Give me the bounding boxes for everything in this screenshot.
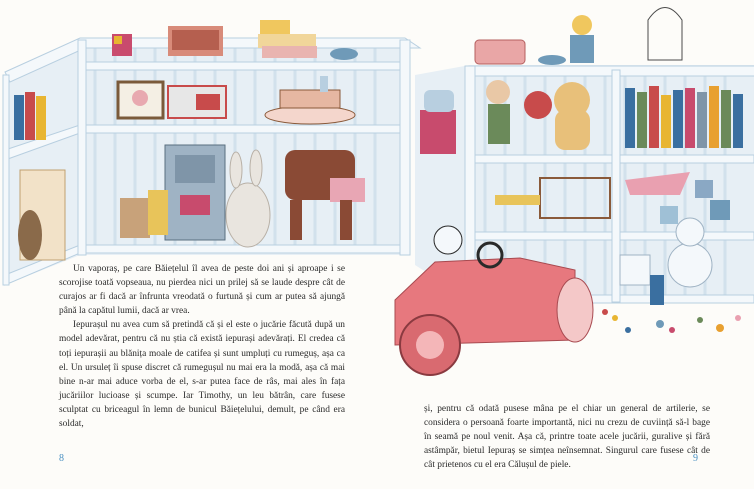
left-page-text (59, 262, 345, 431)
right-paragraph-1: și, pentru că odată pusese mâna pe el chiar un general de artilerie, se considera o persoană foarte importantă, nici nu crezu de cuviință să-l bage în seamă pe noul venit. Așa că, printre toate acele jucării, guralive și fără astâmpăr, bietul Iepuraș se simțea neînsemnat. Singurul care fusese cât de cât prietenos cu el era Călușul de piele. (424, 404, 710, 471)
scattered-beads (602, 309, 741, 333)
right-page-text (424, 402, 710, 472)
left-paragraph-1: Un vaporaș, pe care Băiețelul îl avea de peste doi ani și aproape i se scorojise toată vopseaua, nu pierdea nici un prilej să se laude despre cât de curajos ar fi dacă ar înfrunta vreodată o furtună și cum ar putea să ajungă până la capătul lumii, dacă ar vrea. (59, 264, 345, 317)
left-paragraph-2: Iepurașul nu avea cum să pretindă că și el este o jucărie făcută după un model adevărat, pentru că nu știa că există iepurași adevărați. El credea că toți iepurașii au blănița moale de catifea și sunt umpluți cu rumeguș, așa ca el. Un ursuleț îi spuse discret că rumegușul nu mai era la modă, așa că mai bine n-ar mai aduce vorba de el, s-ar putea face de râs, mai ales în fața jucăriilor lucioase și scumpe. Iar Timothy, un leu bătrân, care fusese sculptat cu briceagul în lemn de bunicul Băiețelului, demult, pe când era soldat, (59, 320, 345, 430)
right-page-number: 9 (693, 453, 698, 464)
left-shelf-unit (3, 20, 420, 285)
left-page-number: 8 (59, 453, 64, 464)
